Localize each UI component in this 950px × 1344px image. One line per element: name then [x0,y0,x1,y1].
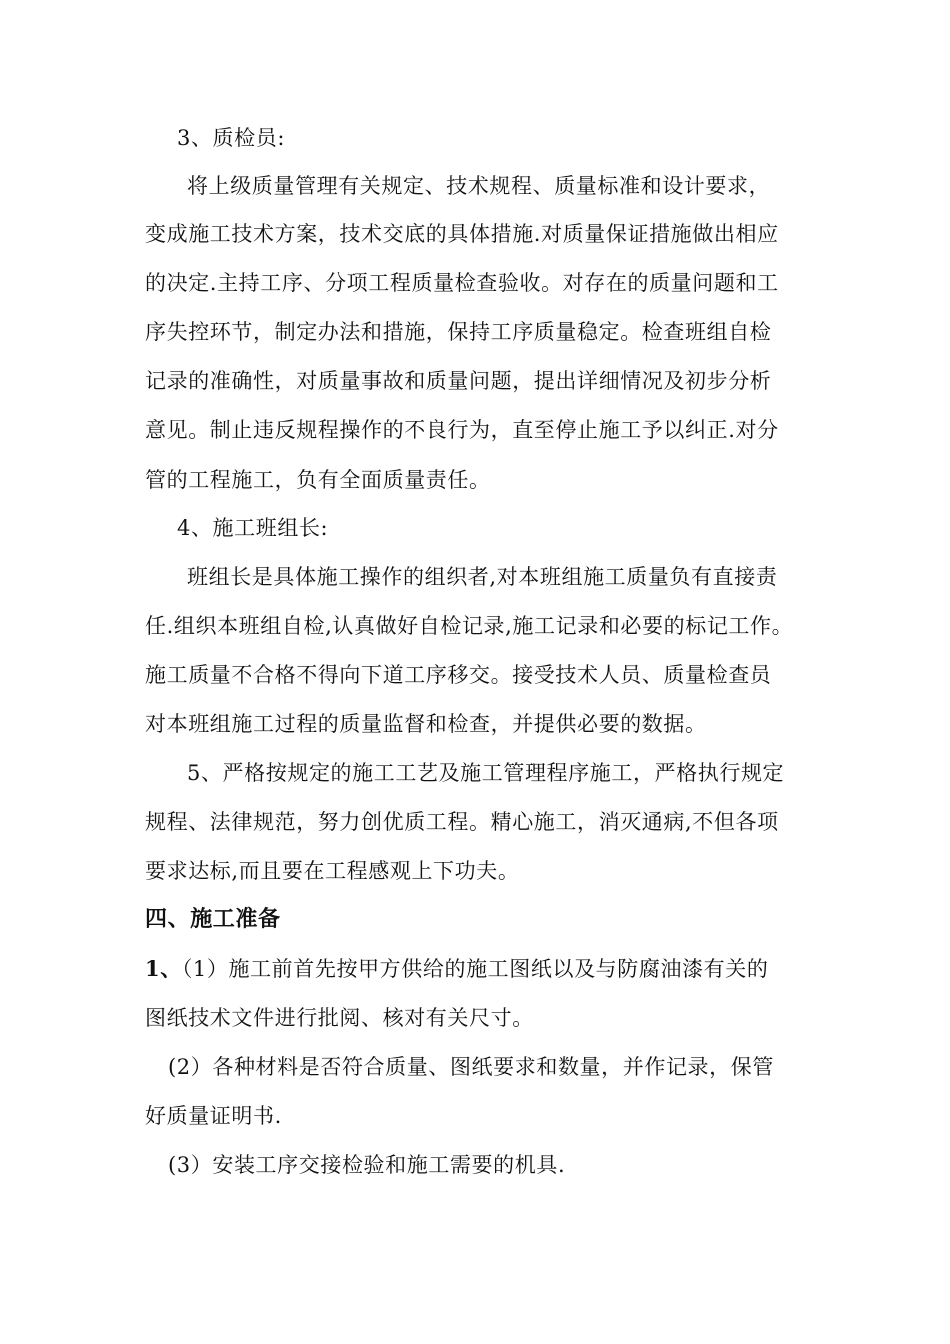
section-4-para-line-3: 施工质量不合格不得向下道工序移交。接受技术人员、质量检查员 [145,663,772,687]
section-4-para-line-2: 任.组织本班组自检,认真做好自检记录,施工记录和必要的标记工作。 [145,614,794,638]
section-3-para-line-2: 变成施工技术方案，技术交底的具体措施.对质量保证措施做出相应 [145,222,779,246]
section-5-para-line-3: 要求达标,而且要在工程感观上下功夫。 [145,859,520,883]
section-4-para-line-1: 班组长是具体施工操作的组织者,对本班组施工质量负有直接责 [187,565,778,589]
section-5-para-line-1: 5、严格按规定的施工工艺及施工管理程序施工，严格执行规定 [187,761,785,785]
section-3-para-line-4: 序失控环节，制定办法和措施，保持工序质量稳定。检查班组自检 [145,320,772,344]
prep-item-3: (3）安装工序交接检验和施工需要的机具. [168,1153,566,1177]
prep-item-1-text: （1）施工前首先按甲方供给的施工图纸以及与防腐油漆有关的 [181,957,769,981]
prep-item-1-line-1 [145,955,768,983]
section-5-para-line-2: 规程、法律规范，努力创优质工程。精心施工，消灭通病,不但各项 [145,810,779,834]
section-3-para-line-5: 记录的准确性，对质量事故和质量问题，提出详细情况及初步分析 [145,369,772,393]
prep-item-2-line-2: 好质量证明书. [145,1104,282,1128]
section-3-para-line-1: 将上级质量管理有关规定、技术规程、质量标准和设计要求， [187,174,771,198]
section-3-para-line-6: 意见。制止违反规程操作的不良行为，直至停止施工予以纠正.对分 [145,418,779,442]
section-3-para-line-7: 管的工程施工，负有全面质量责任。 [145,468,491,492]
prep-item-1-line-2: 图纸技术文件进行批阅、核对有关尺寸。 [145,1006,534,1030]
prep-item-number: 1、 [145,956,182,981]
prep-item-2-line-1: (2）各种材料是否符合质量、图纸要求和数量，并作记录，保管 [168,1055,774,1079]
section-4-title: 4、施工班组长: [177,516,329,540]
section-3-title: 3、质检员: [177,126,286,150]
heading-construction-prep: 四、施工准备 [145,907,281,932]
section-3-para-line-3: 的决定.主持工序、分项工程质量检查验收。对存在的质量问题和工 [145,271,779,295]
section-4-para-line-4: 对本班组施工过程的质量监督和检查，并提供必要的数据。 [145,712,707,736]
